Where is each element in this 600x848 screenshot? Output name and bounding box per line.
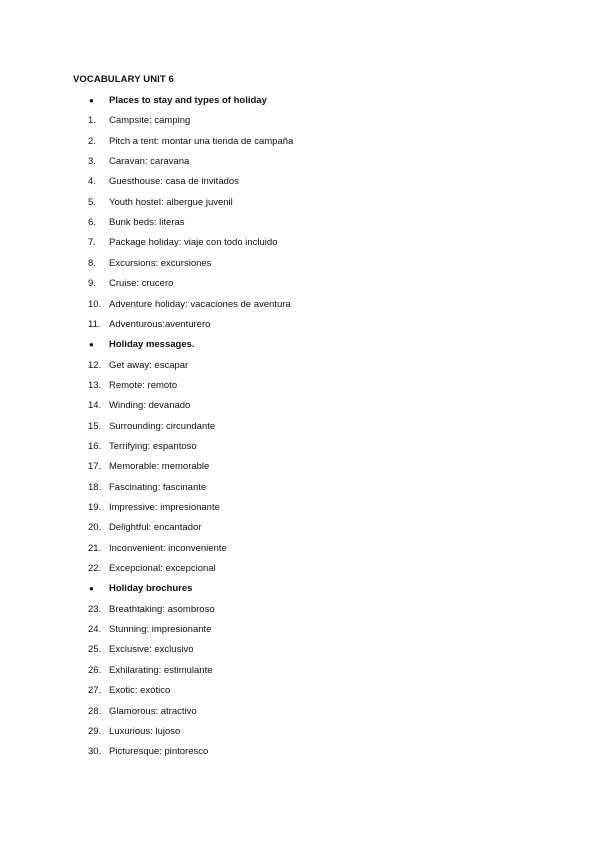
list-item <box>0 623 600 637</box>
item-number: 30. <box>88 746 102 758</box>
list-item-text: Terrifying: espantoso <box>109 440 197 452</box>
bullet-icon: ● <box>89 96 94 105</box>
item-number: 11. <box>88 318 101 330</box>
section-heading <box>0 94 600 108</box>
document-title: VOCABULARY UNIT 6 <box>73 74 174 85</box>
item-number: 23. <box>88 603 102 615</box>
item-number: 13. <box>88 379 102 391</box>
section-heading <box>0 582 600 596</box>
item-number: 20. <box>88 522 102 534</box>
list-item <box>0 236 600 250</box>
list-item-text: Remote: remoto <box>109 379 178 391</box>
item-number: 24. <box>88 624 102 636</box>
list-item <box>0 521 600 535</box>
section-heading <box>0 338 600 352</box>
item-number: 17. <box>88 461 102 473</box>
item-number: 6. <box>88 217 96 229</box>
list-item <box>0 257 600 271</box>
list-item <box>0 399 600 413</box>
list-item-text: Breathtaking: asombroso <box>109 603 215 615</box>
list-item <box>0 501 600 515</box>
list-item-text: Exclusive: exclusivo <box>109 644 194 656</box>
bullet-icon: ● <box>89 584 94 594</box>
list-item <box>0 420 600 434</box>
list-item-text: Impressive: impresionante <box>109 502 220 513</box>
list-item <box>0 542 600 556</box>
list-item-text: Guesthouse: casa de invitados <box>109 176 239 188</box>
list-item <box>0 175 600 189</box>
section-heading-text: Holiday brochures <box>109 583 193 595</box>
item-number: 26. <box>88 664 102 676</box>
item-number: 12. <box>88 359 102 371</box>
list-item-text: Stunning: impresionante <box>109 624 212 636</box>
list-item <box>0 664 600 678</box>
list-item <box>0 481 600 495</box>
list-item <box>0 745 600 759</box>
list-item-text: Campsite: camping <box>109 115 191 127</box>
list-item <box>0 277 600 291</box>
list-item <box>0 196 600 210</box>
list-item <box>0 562 600 576</box>
item-number: 18. <box>88 481 102 493</box>
list-item <box>0 643 600 657</box>
list-item-text: Get away: escapar <box>109 359 189 371</box>
item-number: 8. <box>88 257 96 269</box>
list-item-text: Caravan: caravana <box>109 156 190 168</box>
list-item <box>0 155 600 169</box>
list-item-text: Surrounding: circundante <box>109 420 216 432</box>
list-item-text: Adventure holiday: vacaciones de aventura <box>109 298 291 310</box>
list-item-text: Luxurious: lujoso <box>109 725 181 737</box>
item-number: 28. <box>88 705 102 717</box>
item-number: 19. <box>88 502 102 513</box>
list-item <box>0 318 600 332</box>
item-number: 16. <box>88 440 102 452</box>
list-item-text: Pitch a tent: montar una tienda de campaña <box>109 135 294 147</box>
item-number: 10. <box>88 298 102 310</box>
list-item <box>0 705 600 719</box>
list-item-text: Exotic: exótico <box>109 685 171 697</box>
item-number: 9. <box>88 278 96 290</box>
section-heading-text: Holiday messages. <box>109 339 195 351</box>
list-item <box>0 135 600 149</box>
list-item-text: Glamorous: atractivo <box>109 705 197 717</box>
item-number: 1. <box>88 115 96 127</box>
item-number: 25. <box>88 644 102 656</box>
section-heading-text: Places to stay and types of holiday <box>109 95 267 106</box>
list-item-text: Winding: devanado <box>109 400 191 412</box>
list-item-text: Bunk beds: literas <box>109 217 185 229</box>
item-number: 3. <box>88 156 96 168</box>
list-item-text: Delightful: encantador <box>109 522 202 534</box>
list-item-text: Excursions: excursiones <box>109 257 212 269</box>
list-item-text: Fascinating: fascinante <box>109 481 207 493</box>
list-item-text: Package holiday: viaje con todo incluido <box>109 237 278 249</box>
list-item-text: Youth hostel: albergue juvenil <box>109 196 233 208</box>
item-number: 14. <box>88 400 102 412</box>
list-item <box>0 216 600 230</box>
list-item-text: Inconvenient: inconveniente <box>109 542 227 554</box>
item-number: 5. <box>88 196 96 208</box>
item-number: 15. <box>88 420 102 432</box>
list-item-text: Adventurous:aventurero <box>109 318 211 330</box>
list-item-text: Picturesque: pintoresco <box>109 746 209 758</box>
list-item <box>0 725 600 739</box>
item-number: 27. <box>88 685 102 697</box>
list-item <box>0 359 600 373</box>
item-number: 7. <box>88 237 96 249</box>
list-item <box>0 684 600 698</box>
item-number: 2. <box>88 135 96 147</box>
list-item <box>0 603 600 617</box>
list-item <box>0 379 600 393</box>
item-number: 29. <box>88 725 102 737</box>
list-item-text: Cruise: crucero <box>109 278 174 290</box>
list-item-text: Memorable: memorable <box>109 461 210 473</box>
list-item <box>0 298 600 312</box>
list-item <box>0 460 600 474</box>
item-number: 22. <box>88 563 102 575</box>
item-number: 21. <box>88 542 102 554</box>
list-item <box>0 440 600 454</box>
list-item-text: Exhilarating: estimulante <box>109 664 213 676</box>
bullet-icon: ● <box>89 340 94 350</box>
item-number: 4. <box>88 176 96 188</box>
list-item <box>0 114 600 128</box>
list-item-text: Excepcional: excepcional <box>109 563 216 575</box>
